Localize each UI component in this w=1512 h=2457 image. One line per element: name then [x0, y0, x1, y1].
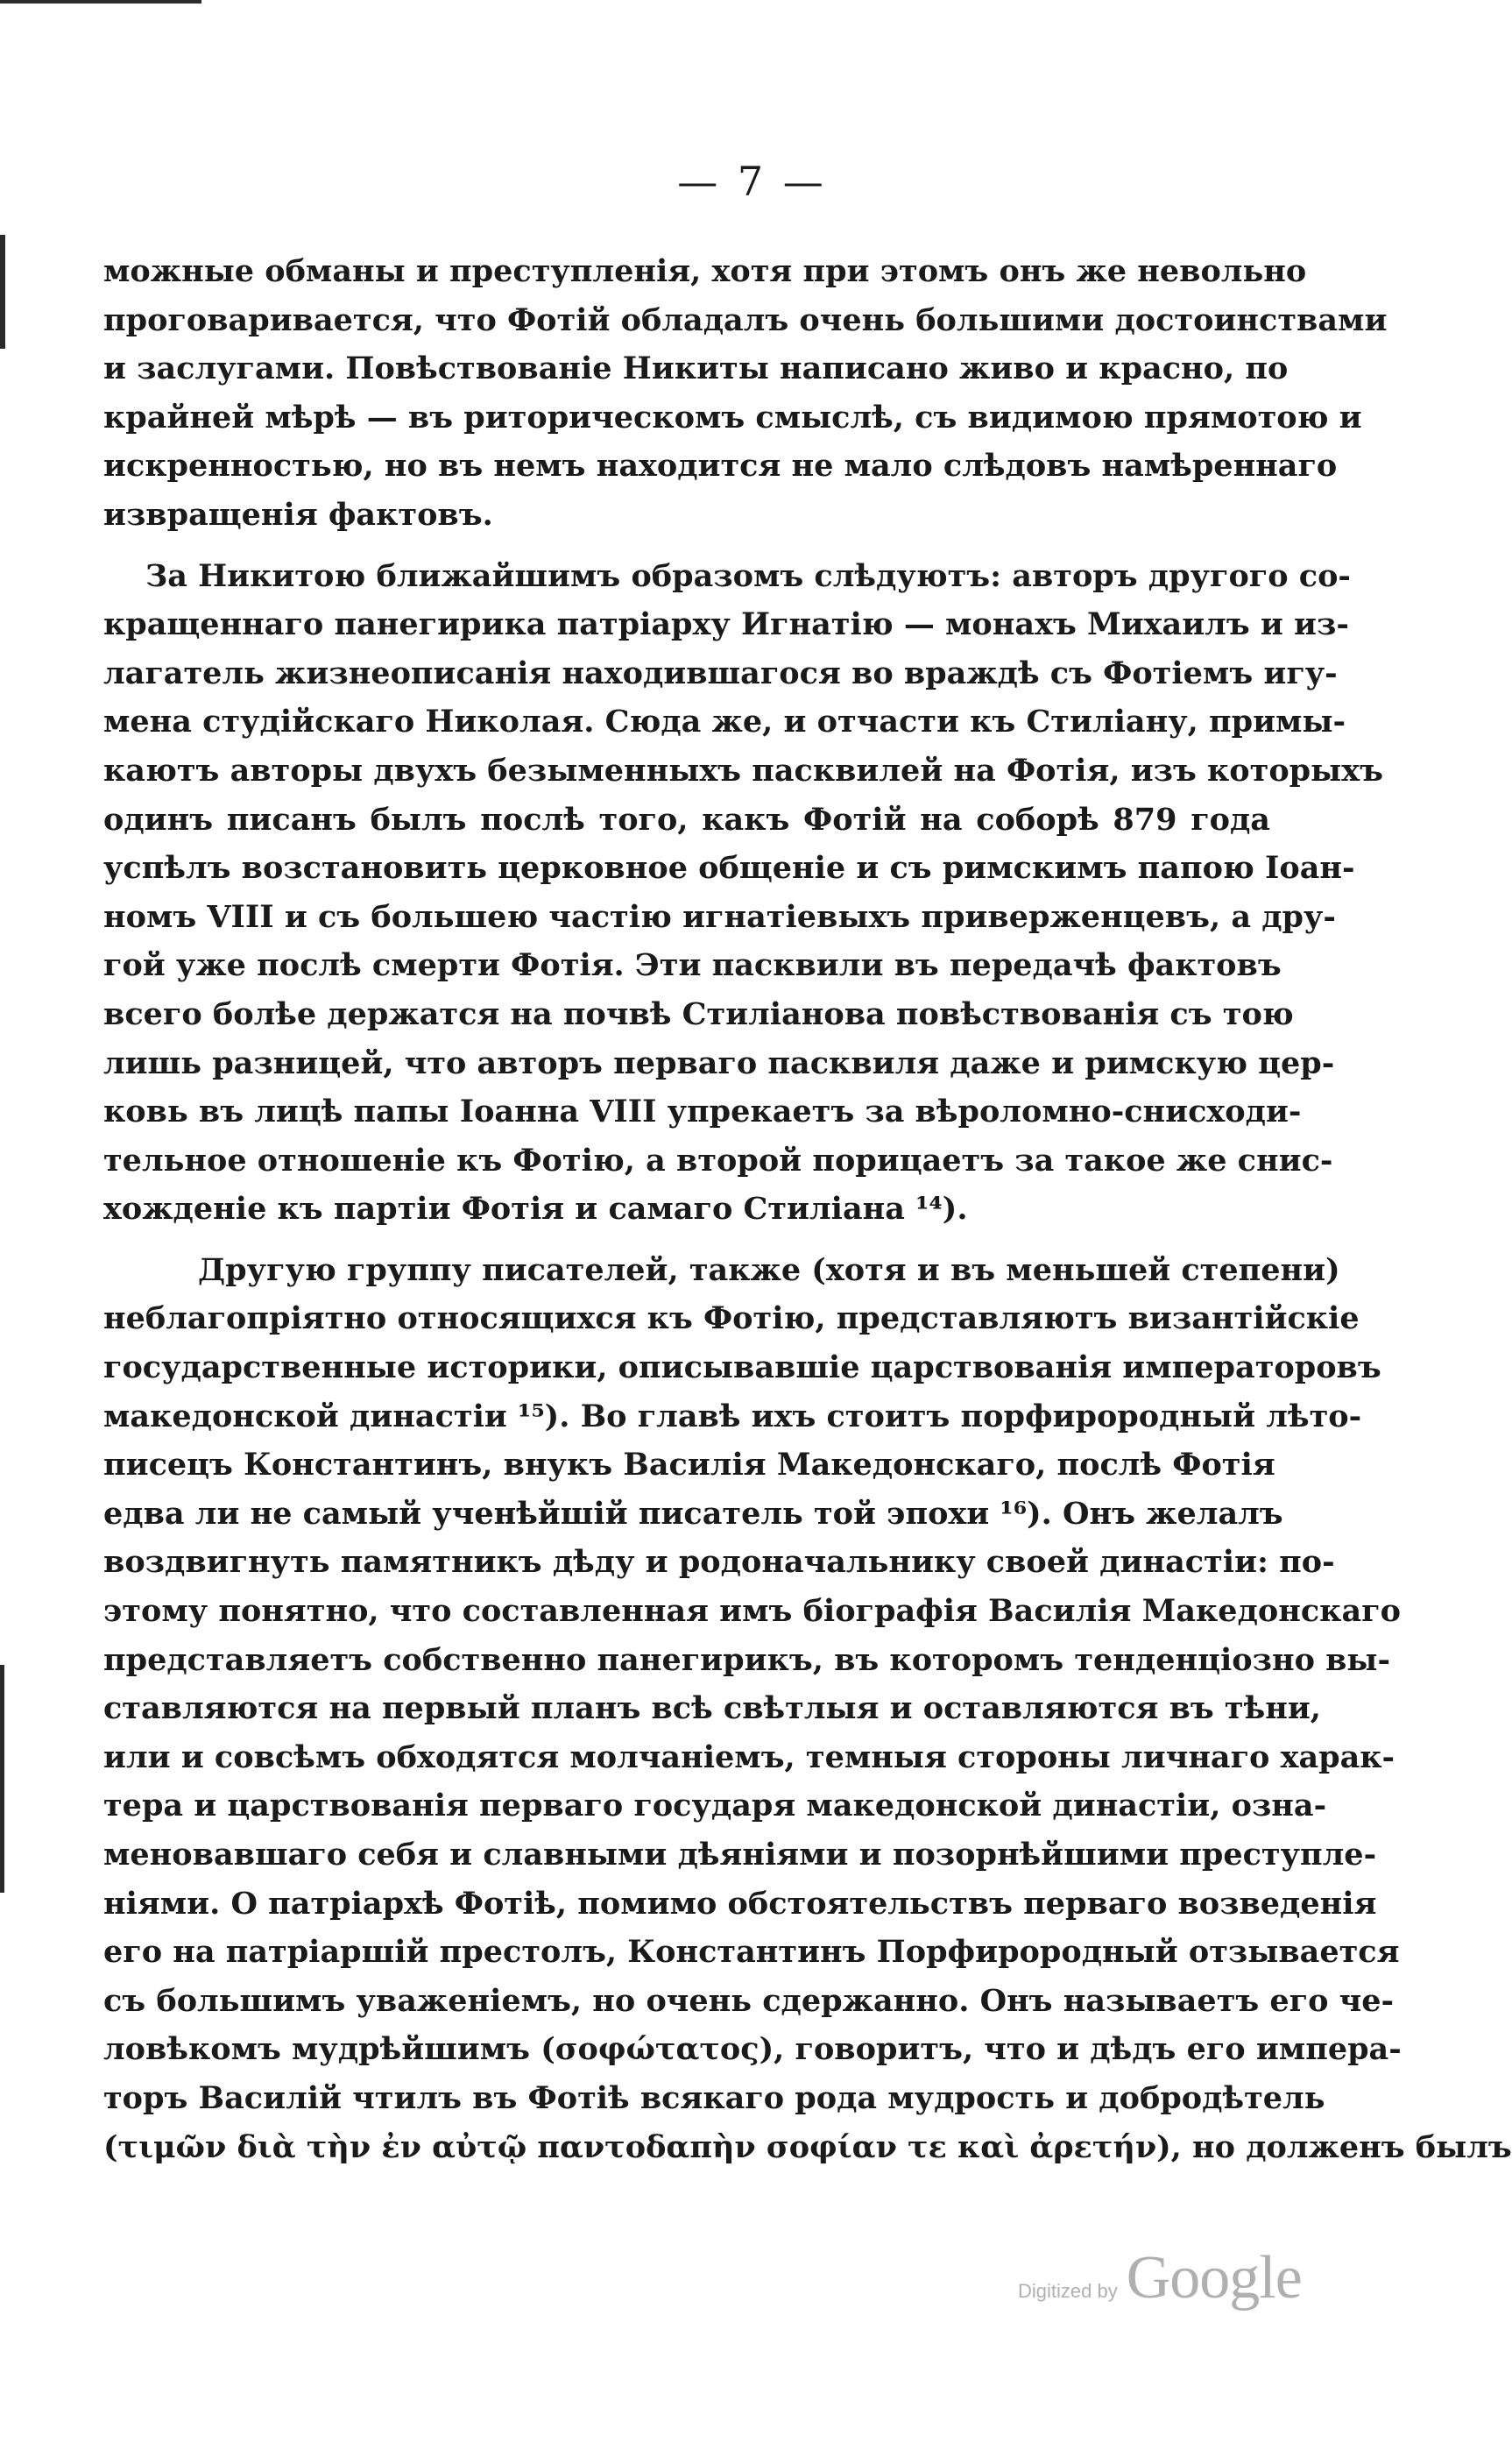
- text-line: каютъ авторы двухъ безыменныхъ пасквилей на Фотія, изъ которыхъ: [103, 752, 1383, 789]
- text-line: номъ VIII и съ большею частію игнатіевыхъ приверженцевъ, а дру-: [103, 898, 1336, 935]
- text-line: ловѣкомъ мудрѣйшимъ (σοφώτατος), говоритъ, что и дѣдъ его импера-: [103, 2031, 1402, 2068]
- text-line: тера и царствованія перваго государя македонской династіи, озна-: [103, 1788, 1327, 1824]
- text-line: извращенія фактовъ.: [103, 496, 493, 533]
- text-line: лишь разницей, что авторъ перваго пасквиля даже и римскую цер-: [103, 1044, 1335, 1081]
- text-line: За Никитою ближайшимъ образомъ слѣдуютъ: авторъ другого со-: [145, 557, 1351, 594]
- text-line: всего болѣе держатся на почвѣ Стиліанова повѣствованія съ тою: [103, 995, 1294, 1032]
- text-line: или и совсѣмъ обходятся молчаніемъ, темныя стороны личнаго харак-: [103, 1738, 1395, 1775]
- text-line: мена студійскаго Николая. Сюда же, и отчасти къ Стиліану, примы-: [103, 704, 1346, 740]
- text-line: писецъ Константинъ, внукъ Василія Македонскаго, послѣ Фотія: [103, 1447, 1275, 1483]
- text-line: кращеннаго панегирика патріарху Игнатію — монахъ Михаилъ и из-: [103, 606, 1349, 643]
- paragraph-2: [103, 552, 1383, 1234]
- scan-edge-left-upper: [0, 235, 5, 349]
- text-line: представляетъ собственно панегирикъ, въ которомъ тенденціозно вы-: [103, 1641, 1391, 1678]
- text-block: [103, 247, 1512, 2171]
- text-line: македонской династіи ¹⁵). Во главѣ ихъ стоитъ порфирородный лѣто-: [103, 1398, 1362, 1434]
- text-line: можные обманы и преступленія, хотя при этомъ онъ же невольно: [103, 253, 1307, 289]
- text-line: и заслугами. Повѣствованіе Никиты написано живо и красно, по: [103, 350, 1289, 387]
- text-line: гой уже послѣ смерти Фотія. Эти пасквили въ передачѣ фактовъ: [103, 947, 1282, 984]
- text-line: воздвигнуть памятникъ дѣду и родоначальнику своей династіи: по-: [103, 1544, 1335, 1581]
- text-line: торъ Василій чтилъ въ Фотіѣ всякаго рода мудрость и добродѣтель: [103, 2079, 1325, 2116]
- text-line: проговаривается, что Фотій обладалъ очень большими достоинствами: [103, 301, 1388, 338]
- scan-edge-left-lower: [0, 1665, 4, 1893]
- text-line: ковь въ лицѣ папы Іоанна VIII упрекаетъ за вѣроломно-снисходи-: [103, 1094, 1302, 1130]
- text-line: искренностью, но въ немъ находится не мало слѣдовъ намѣреннаго: [103, 448, 1338, 485]
- text-line: ніями. О патріархѣ Фотіѣ, помимо обстоятельствъ перваго возведенія: [103, 1885, 1377, 1922]
- text-line: успѣлъ возстановить церковное общеніе и съ римскимъ папою Іоан-: [103, 850, 1355, 887]
- text-line: этому понятно, что составленная имъ біографія Василія Македонскаго: [103, 1593, 1401, 1630]
- digitized-watermark: [1018, 2243, 1302, 2313]
- text-line: государственные историки, описывавшіе царствованія императоровъ: [103, 1349, 1381, 1386]
- page-number: — 7 —: [677, 158, 827, 205]
- text-line: одинъ писанъ былъ послѣ того, какъ Фотій на соборѣ 879 года: [103, 801, 1270, 838]
- text-line: (τιμῶν διὰ τὴν ἐν αὐτῷ παντοδαπὴν σοφίαν τε καὶ ἀρετήν), но долженъ былъ: [103, 2128, 1512, 2165]
- text-line: Другую группу писателей, также (хотя и въ меньшей степени): [198, 1251, 1340, 1288]
- google-logo: Google: [1126, 2244, 1302, 2312]
- text-line: крайней мѣрѣ — въ риторическомъ смыслѣ, съ видимою прямотою и: [103, 399, 1362, 435]
- text-line: тельное отношеніе къ Фотію, а второй порицаетъ за такое же снис-: [103, 1142, 1333, 1179]
- text-line: неблагопріятно относящихся къ Фотію, представляютъ византійскіе: [103, 1300, 1360, 1337]
- scan-edge-top: [0, 0, 201, 4]
- text-line: едва ли не самый ученѣйшій писатель той эпохи ¹⁶). Онъ желалъ: [103, 1495, 1283, 1532]
- text-line: хожденіе къ партіи Фотія и самаго Стиліана ¹⁴).: [103, 1191, 968, 1228]
- watermark-caption: Digitized by: [1018, 2280, 1118, 2302]
- text-line: меновавшаго себя и славными дѣяніями и позорнѣйшими преступле-: [103, 1837, 1377, 1873]
- text-line: съ большимъ уваженіемъ, но очень сдержанно. Онъ называетъ его че-: [103, 1982, 1395, 2019]
- paragraph-3: [103, 1246, 1512, 2171]
- text-line: лагатель жизнеописанія находившагося во враждѣ съ Фотіемъ игу-: [103, 655, 1338, 691]
- text-line: его на патріаршій престолъ, Константинъ Порфирородный отзывается: [103, 1934, 1400, 1971]
- text-line: ставляются на первый планъ всѣ свѣтлыя и оставляются въ тѣни,: [103, 1690, 1321, 1727]
- paragraph-1: [103, 247, 1388, 540]
